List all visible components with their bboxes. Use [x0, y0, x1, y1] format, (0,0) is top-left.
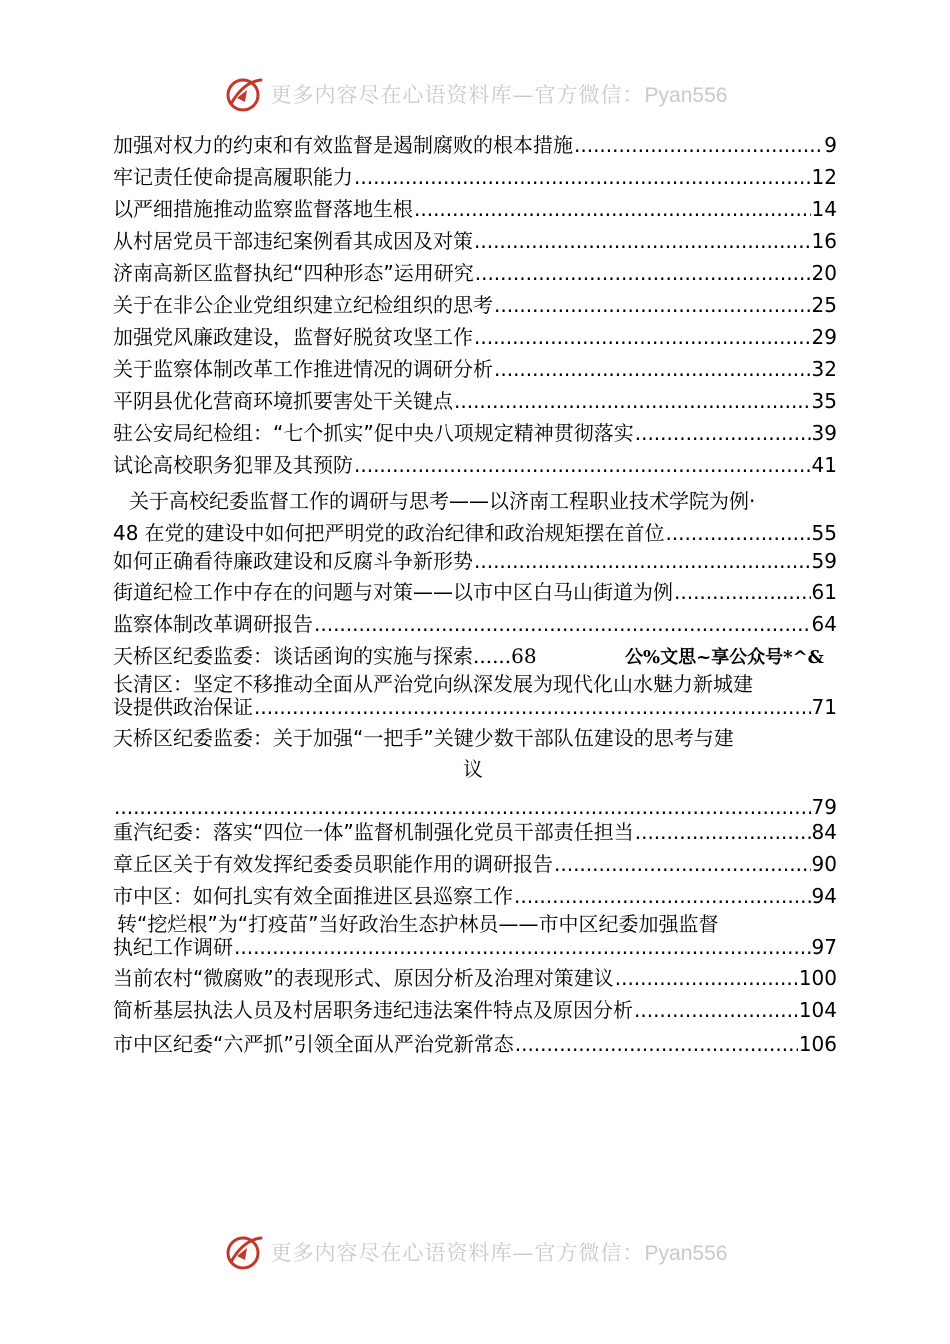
footer-wechat-id: Pyan556	[644, 1242, 728, 1265]
toc-entry-page: 90	[811, 852, 837, 876]
footer-banner	[0, 1230, 950, 1274]
toc-entry-title: 重汽纪委：落实“四位一体”监督机制强化党员干部责任担当	[113, 820, 634, 844]
toc-entry-page: 61	[811, 580, 837, 604]
toc-leader-dots	[354, 165, 811, 189]
toc-entry[interactable]	[113, 795, 837, 819]
toc-leader-dots	[354, 453, 811, 477]
toc-entry-title: 当前农村“微腐败”的表现形式、原因分析及治理对策建议	[113, 966, 614, 990]
toc-entry[interactable]	[113, 612, 837, 636]
toc-entry-title: 关于在非公企业党组织建立纪检组织的思考	[113, 293, 493, 317]
toc-entry-title: 如何正确看待廉政建设和反腐斗争新形势	[113, 549, 473, 573]
library-logo-icon	[223, 74, 267, 114]
toc-entry[interactable]	[113, 549, 837, 573]
toc-entry[interactable]	[113, 453, 837, 477]
toc-entry[interactable]	[113, 293, 837, 317]
toc-entry[interactable]	[113, 695, 837, 719]
toc-entry[interactable]	[113, 421, 837, 445]
toc-entry-title: 牢记责任使命提高履职能力	[113, 165, 353, 189]
toc-leader-dots	[674, 580, 811, 604]
header-banner-label: 更多内容尽在心语资料库—官方微信：	[270, 83, 645, 107]
toc-entry-page: 41	[811, 453, 837, 477]
toc-entry-page: 39	[811, 421, 837, 445]
toc-leader-dots	[474, 229, 811, 253]
toc-entry-page: 104	[798, 998, 837, 1022]
toc-entry[interactable]	[113, 357, 837, 381]
toc-entry-title-wrapped[interactable]: 关于高校纪委监督工作的调研与思考——以济南工程职业技术学院为例·	[129, 489, 756, 513]
toc-leader-dots	[635, 820, 811, 844]
toc-leader-dots	[474, 549, 811, 573]
toc-entry[interactable]	[113, 133, 837, 157]
toc-entry-prefix-page: 48	[113, 521, 139, 545]
toc-entry-title: 简析基层执法人员及村居职务违纪违法案件特点及原因分析	[113, 998, 633, 1022]
toc-entry[interactable]	[113, 229, 837, 253]
toc-leader-dots	[475, 261, 811, 285]
toc-entry-title: 平阴县优化营商环境抓要害处干关键点	[113, 389, 453, 413]
toc-entry-title: 从村居党员干部违纪案例看其成因及对策	[113, 229, 473, 253]
toc-entry-page: 106	[798, 1032, 837, 1056]
toc-leader-dots	[554, 852, 811, 876]
toc-entry[interactable]	[113, 1032, 837, 1056]
toc-entry-title: 监察体制改革调研报告	[113, 612, 313, 636]
toc-entry-title-line2: 执纪工作调研	[113, 935, 233, 959]
toc-entry-title-line1[interactable]: 转“挖烂根”为“打疫苗”当好政治生态护林员——市中区纪委加强监督	[117, 912, 719, 936]
toc-entry-page: 29	[811, 325, 837, 349]
toc-leader-dots	[254, 695, 811, 719]
toc-entry[interactable]	[113, 325, 837, 349]
toc-entry-page: 20	[811, 261, 837, 285]
header-banner	[0, 72, 950, 116]
header-wechat-id: Pyan556	[644, 84, 728, 107]
toc-entry-title-serif[interactable]: 天桥区纪委监委：谈话函询的实施与探索......68	[113, 644, 537, 668]
toc-entry-title: 街道纪检工作中存在的问题与对策——以市中区白马山街道为例	[113, 580, 673, 604]
toc-entry[interactable]	[113, 966, 837, 990]
toc-entry[interactable]	[113, 521, 837, 545]
toc-leader-dots	[474, 325, 811, 349]
toc-leader-dots	[314, 612, 811, 636]
toc-entry[interactable]	[113, 935, 837, 959]
toc-leader-dots	[615, 966, 798, 990]
footer-banner-text	[271, 1237, 728, 1267]
toc-entry-page: 14	[811, 197, 837, 221]
toc-leader-dots	[114, 795, 811, 819]
toc-entry[interactable]	[113, 580, 837, 604]
toc-leader-dots	[414, 197, 811, 221]
header-banner-text	[271, 79, 728, 109]
toc-entry-page: 9	[824, 133, 837, 157]
footer-banner-label: 更多内容尽在心语资料库—官方微信：	[270, 1241, 645, 1265]
toc-entry-page: 71	[811, 695, 837, 719]
toc-entry-title: 关于监察体制改革工作推进情况的调研分析	[113, 357, 493, 381]
toc-entry-title: 在党的建设中如何把严明党的政治纪律和政治规矩摆在首位	[144, 521, 665, 545]
toc-entry-title: 加强党风廉政建设，监督好脱贫攻坚工作	[113, 325, 473, 349]
toc-entry-page: 25	[811, 293, 837, 317]
toc-entry-title: 章丘区关于有效发挥纪委委员职能作用的调研报告	[113, 852, 553, 876]
toc-entry-title: 市中区纪委“六严抓”引领全面从严治党新常态	[113, 1032, 514, 1056]
toc-leader-dots	[494, 293, 811, 317]
toc-leader-dots	[515, 1032, 798, 1056]
toc-leader-dots	[665, 521, 810, 545]
toc-entry-title: 加强对权力的约束和有效监督是遏制腐败的根本措施	[113, 133, 573, 157]
toc-entry-title-line1[interactable]: 天桥区纪委监委：关于加强“一把手”关键少数干部队伍建设的思考与建	[113, 726, 734, 750]
toc-entry-title: 以严细措施推动监察监督落地生根	[113, 197, 413, 221]
toc-entry[interactable]	[113, 820, 837, 844]
toc-entry[interactable]	[113, 389, 837, 413]
toc-entry-page: 64	[811, 612, 837, 636]
toc-entry-title: 济南高新区监督执纪“四种形态”运用研究	[113, 261, 474, 285]
toc-entry-title-line2: 设提供政治保证	[113, 695, 253, 719]
toc-entry[interactable]	[113, 998, 837, 1022]
toc-entry-title: 市中区：如何扎实有效全面推进区县巡察工作	[113, 884, 513, 908]
toc-entry[interactable]	[113, 165, 837, 189]
toc-leader-dots	[634, 998, 798, 1022]
toc-leader-dots	[494, 357, 811, 381]
watermark-note: 公%文思~享公众号*^&	[625, 647, 824, 668]
toc-entry-page: 35	[811, 389, 837, 413]
toc-leader-dots	[514, 884, 811, 908]
toc-entry-page: 32	[811, 357, 837, 381]
library-logo-icon	[223, 1232, 267, 1272]
toc-leader-dots	[454, 389, 811, 413]
toc-entry-page: 84	[811, 820, 837, 844]
toc-entry-title: 驻公安局纪检组：“七个抓实”促中央八项规定精神贯彻落实	[113, 421, 634, 445]
toc-entry-page: 94	[811, 884, 837, 908]
toc-entry[interactable]	[113, 884, 837, 908]
toc-entry-title-line2[interactable]: 议	[463, 757, 483, 781]
toc-entry-page: 16	[811, 229, 837, 253]
toc-leader-dots	[574, 133, 823, 157]
toc-entry-title-line1[interactable]: 长清区：坚定不移推动全面从严治党向纵深发展为现代化山水魅力新城建	[113, 672, 753, 696]
toc-entry-title: 试论高校职务犯罪及其预防	[113, 453, 353, 477]
toc-leader-dots	[234, 935, 811, 959]
toc-entry-page: 12	[811, 165, 837, 189]
toc-entry-page: 55	[811, 521, 837, 545]
toc-leader-dots	[635, 421, 811, 445]
toc-entry-page: 97	[811, 935, 837, 959]
toc-entry-page: 59	[811, 549, 837, 573]
toc-entry[interactable]	[113, 197, 837, 221]
toc-entry[interactable]	[113, 852, 837, 876]
toc-entry[interactable]	[113, 261, 837, 285]
toc-entry-page: 79	[811, 795, 837, 819]
toc-entry-page: 100	[798, 966, 837, 990]
